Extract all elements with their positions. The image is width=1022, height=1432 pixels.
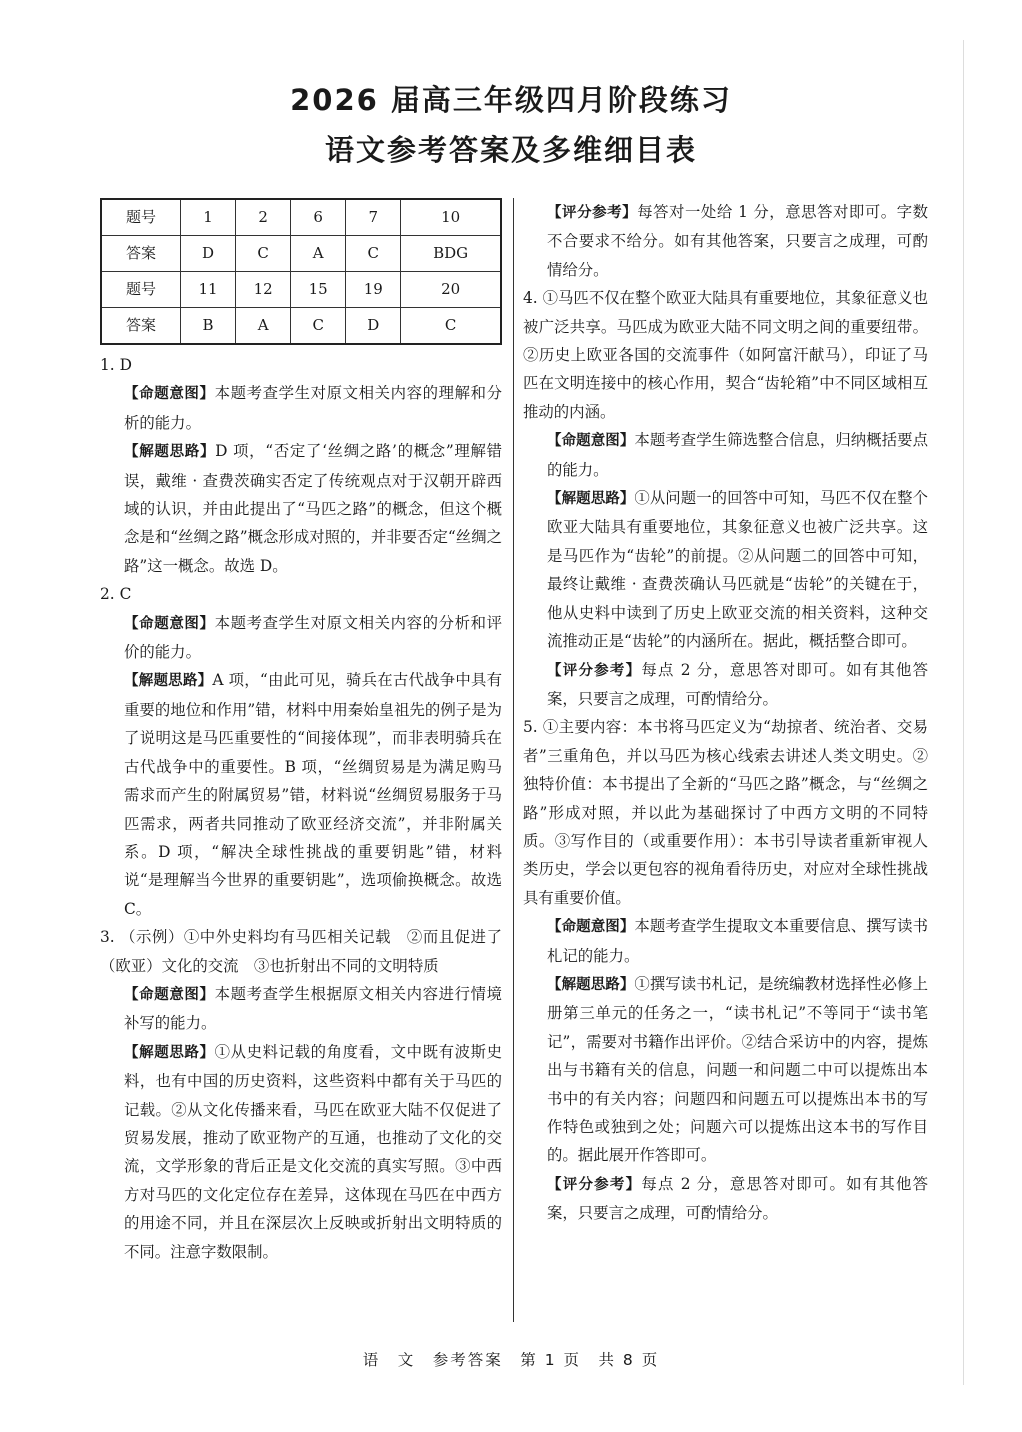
table-cell: 1 <box>181 199 236 236</box>
table-cell: A <box>236 308 291 345</box>
q5-intent-text: 本题考查学生提取文本重要信息、撰写读书札记的能力。 <box>547 917 928 965</box>
q3-intent <box>124 980 502 1038</box>
q2-intent-text: 本题考查学生对原文相关内容的分析和评价的能力。 <box>124 613 502 662</box>
table-cell: C <box>401 308 501 345</box>
right-column <box>523 198 928 1228</box>
q4-intent-text: 本题考查学生筛选整合信息，归纳概括要点的能力。 <box>547 431 928 479</box>
q2-analysis <box>124 666 502 923</box>
page-edge <box>963 40 964 1385</box>
table-cell: 答案 <box>101 308 181 345</box>
column-divider <box>513 198 514 1322</box>
q4-answer: 4. ①马匹不仅在整个欧亚大陆具有重要地位，其象征意义也被广泛共享。马匹成为欧亚大陆不同文明之间的重要纽带。②历史上欧亚各国的交流事件（如阿富汗献马），印证了马匹在文明连接中的核心作用，契合“齿轮箱”中不同区域相互推动的内涵。 <box>523 289 928 421</box>
q1-analysis-text: D 项，“否定了‘丝绸之路’的概念”理解错误，戴维 · 查费茨确实否定了传统观点对于汉朝开辟西域的认识，并由此提出了“马匹之路”的概念，但这个概念是和“丝绸之路”概念形成对照的，并非要否定“丝绸之路”这一概念。故选 D。 <box>124 442 502 575</box>
table-cell: 15 <box>291 272 346 308</box>
table-cell: 10 <box>401 199 501 236</box>
intent-tag: 【命题意图】 <box>547 919 635 936</box>
q2-analysis-text: A 项，“由此可见，骑兵在古代战争中具有重要的地位和作用”错，材料中用秦始皇祖先的例子是为了说明这是马匹重要性的“间接体现”，而非表明骑兵在古代战争中的重要性。B 项，“丝绸贸易是为满足购马需求而产生的附属贸易”错，材料说“丝绸贸易服务于马匹需求，两者共同推动了欧亚经济交流”，并非附属关系。D 项，“解决全球性挑战的重要钥匙”错，材料说“是理解当今世界的重要钥匙”，选项偷换概念。故选 C。 <box>124 671 502 918</box>
table-cell: D <box>181 236 236 272</box>
q1-intent-text: 本题考查学生对原文相关内容的理解和分析的能力。 <box>124 384 502 432</box>
table-cell: 2 <box>236 199 291 236</box>
table-cell: A <box>291 236 346 272</box>
intent-tag: 【命题意图】 <box>124 615 215 632</box>
q1-answer: 1. D <box>100 356 132 374</box>
intent-tag: 【命题意图】 <box>124 986 215 1003</box>
left-column <box>100 198 502 1266</box>
page-footer: 语 文 参考答案 第 1 页 共 8 页 <box>362 1351 660 1369</box>
intent-tag: 【命题意图】 <box>124 386 215 403</box>
table-row <box>101 199 501 236</box>
table-cell: C <box>236 236 291 272</box>
q3-answer: 3. （示例）①中外史料均有马匹相关记载 ②而且促进了（欧亚）文化的交流 ③也折射出不同的文明特质 <box>100 928 502 975</box>
q4-scoring-text: 每点 2 分，意思答对即可。如有其他答案，只要言之成理，可酌情给分。 <box>547 660 929 708</box>
q2-intent <box>124 609 502 667</box>
q5-scoring-text: 每点 2 分，意思答对即可。如有其他答案，只要言之成理，可酌情给分。 <box>547 1174 929 1223</box>
scoring-tag: 【评分参考】 <box>547 205 638 221</box>
q4-analysis <box>547 484 928 655</box>
q4-analysis-text: ①从问题一的回答中可知，马匹不仅在整个欧亚大陆具有重要地位，其象征意义也被广泛共享。这是马匹作为“齿轮”的前提。②从问题二的回答中可知，最终让戴维 · 查费茨确认马匹就是“齿轮”的关键在于，他从史料中读到了历史上欧亚交流的相关资料，这种交流推动正是“齿轮”的内涵所在。据此，概括整合即可。 <box>547 489 928 651</box>
scoring-tag: 【评分参考】 <box>547 662 642 679</box>
table-row <box>101 236 501 272</box>
q5-scoring <box>547 1170 928 1228</box>
table-cell: 11 <box>181 272 236 308</box>
analysis-tag: 【解题思路】 <box>124 444 216 461</box>
page-subtitle: 语文参考答案及多维细目表 <box>324 133 697 167</box>
q3-scoring <box>547 198 928 284</box>
table-row <box>101 308 501 345</box>
q1-intent <box>124 379 502 437</box>
q4-scoring <box>547 656 928 714</box>
q3-analysis-text: ①从史料记载的角度看，文中既有波斯史料，也有中国的历史资料，这些资料中都有关于马匹的记载。②从文化传播来看，马匹在欧亚大陆不仅促进了贸易发展，推动了欧亚物产的互通，也推动了文化的交流，文学形象的背后正是文化交流的真实写照。③中西方对马匹的文化定位存在差异，这体现在马匹在中西方的用途不同，并且在深层次上反映或折射出文明特质的不同。注意字数限制。 <box>124 1042 502 1261</box>
answer-table <box>100 198 502 345</box>
q4-intent <box>547 426 928 484</box>
q5-intent <box>547 912 928 970</box>
table-cell: 题号 <box>101 199 181 236</box>
table-cell: C <box>346 236 401 272</box>
scoring-tag: 【评分参考】 <box>547 1176 642 1193</box>
q3-intent-text: 本题考查学生根据原文相关内容进行情境补写的能力。 <box>124 984 502 1033</box>
q5-analysis <box>547 970 928 1170</box>
table-cell: C <box>291 308 346 345</box>
table-cell: 答案 <box>101 236 181 272</box>
q3-scoring-text: 每答对一处给 1 分，意思答对即可。字数不合要求不给分。如有其他答案，只要言之成理，可酌情给分。 <box>547 203 929 279</box>
intent-tag: 【命题意图】 <box>547 433 635 450</box>
table-cell: 7 <box>346 199 401 236</box>
q5-analysis-text: ①撰写读书札记，是统编教材选择性必修上册第三单元的任务之一，“读书札记”不等同于“读书笔记”，需要对书籍作出评价。②结合采访中的内容，提炼出与书籍有关的信息，问题一和问题二中可以提炼出本书中的有关内容；问题四和问题五可以提炼出本书的写作特色或独到之处；问题六可以提炼出这本书的写作目的。据此展开作答即可。 <box>547 974 928 1165</box>
analysis-tag: 【解题思路】 <box>124 1044 215 1061</box>
q1-analysis <box>124 437 502 580</box>
table-cell: B <box>181 308 236 345</box>
table-cell: D <box>346 308 401 345</box>
q5-answer: 5. ①主要内容：本书将马匹定义为“劫掠者、统治者、交易者”三重角色，并以马匹为核心线索去讲述人类文明史。②独特价值：本书提出了全新的“马匹之路”概念，与“丝绸之路”形成对照，并以此为基础探讨了中西方文明的不同特质。③写作目的（或重要作用）：本书引导读者重新审视人类历史，学会以更包容的视角看待历史，对应对全球性挑战具有重要价值。 <box>523 718 928 907</box>
q2-answer: 2. C <box>100 585 132 604</box>
table-cell: 题号 <box>101 272 181 308</box>
table-cell: 20 <box>401 272 501 308</box>
analysis-tag: 【解题思路】 <box>547 976 635 993</box>
page-title: 2026 届高三年级四月阶段练习 <box>290 83 732 117</box>
table-row <box>101 272 501 308</box>
analysis-tag: 【解题思路】 <box>547 491 635 508</box>
table-cell: BDG <box>401 236 501 272</box>
table-cell: 19 <box>346 272 401 308</box>
analysis-tag: 【解题思路】 <box>124 673 213 690</box>
table-cell: 6 <box>291 199 346 236</box>
table-cell: 12 <box>236 272 291 308</box>
q3-analysis <box>124 1038 502 1266</box>
